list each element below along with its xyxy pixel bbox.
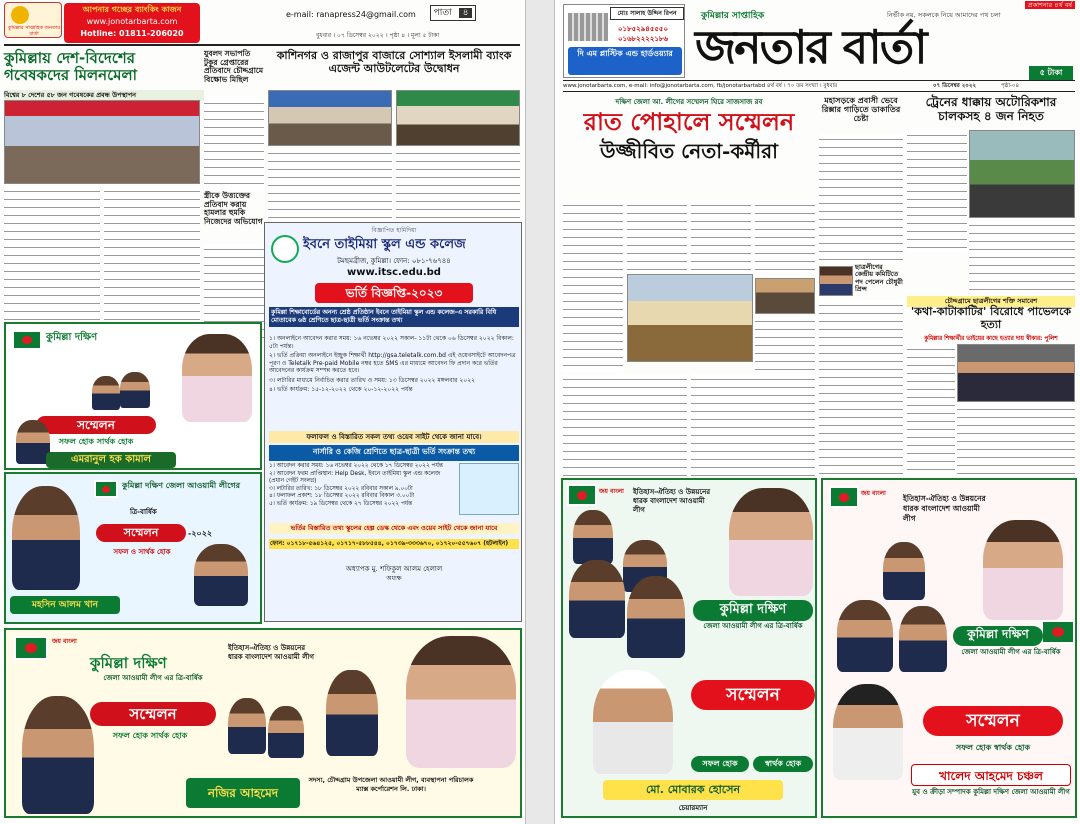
headline-train: ট্রেনের ধাক্কায় অটোরিকশার চালকসহ ৪ জন নিহত <box>925 95 1057 123</box>
headline-murder: 'কথা-কাটাকাটির' বিরোধে পাভেলকে হত্যা <box>910 305 1072 331</box>
nursery-item: ১। আবেদন করার সময়: ১৬ নভেম্বর ২০২২ থেকে ১৭ ডিসেম্বর ২০২২ পর্যন্ত <box>269 463 443 469</box>
article-bank-body-2 <box>396 148 520 218</box>
ad3-role: সদস্য, চৌদ্দগ্রাম উপজেলা আওয়ামী লীগ, ব্যবস্থাপনা পরিচালক ম্যাক্স কর্পোরেশন লি. ঢাকা। <box>308 776 474 793</box>
ad3-title: কুমিল্লা দক্ষিণ <box>90 654 167 672</box>
year-tag-text: প্রকাশনার ৪র্থ বর্ষ <box>1025 1 1075 9</box>
masthead-info <box>563 80 1075 92</box>
school-admission-ad <box>264 222 522 622</box>
conference-ad-3 <box>4 628 522 818</box>
lead-headline: রাত পোহালে সম্মেলন <box>583 107 795 136</box>
issue-date: ০৭ ডিসেম্বর ২০২২ <box>933 83 977 89</box>
left-email: e-mail: ranapress24@gmail.com <box>286 10 416 19</box>
ad3-name: নজির আহমেদ <box>186 778 300 808</box>
nursery-item: ৫। ভর্তি কার্যক্রম: ১৯ ডিসেম্বর থেকে ২৭ ডিসেম্বর ২০২২ পর্যন্ত <box>269 500 413 507</box>
ad3-conference: সম্মেলন <box>90 702 216 726</box>
newspaper-page-left <box>0 0 526 824</box>
ad1-wish: সফল হোক সার্থক হোক <box>58 437 134 446</box>
page-number: ৪ <box>459 8 473 18</box>
article-research-fair-body <box>4 186 100 344</box>
hotline-ad-web[interactable]: www.jonotarbarta.com <box>86 17 178 26</box>
ad-role: যুব ও ক্রীড়া সম্পাদক কুমিল্লা দক্ষিণ জেলা আওয়ামী লীগ <box>912 788 1070 796</box>
lead-body-col-4 <box>755 200 815 272</box>
ad-wish-2: স্বার্থক হোক <box>753 756 813 772</box>
photo-bank-1 <box>268 90 392 146</box>
article-murder-body-2 <box>957 404 1075 476</box>
school-kicker: বিজ্ঞাপিত হামিদিয়া <box>371 227 417 234</box>
lead-photo-2 <box>755 278 815 314</box>
portrait <box>228 698 266 754</box>
article-bank-body <box>268 148 392 218</box>
ad-role: চেয়ারম্যান <box>678 804 708 812</box>
portrait <box>573 510 613 564</box>
headline-protest-march: যুবলদ সভাপতি টুকুর গ্রেপ্তারের প্রতিবাদে চৌদ্দগ্রামে বিক্ষোভ মিছিল <box>204 49 264 84</box>
left-logo <box>4 2 62 38</box>
article-student-body <box>819 300 903 476</box>
nursery-item: ২। আবেদন ফরম প্রাপ্তিস্থান: Help Desk, ইবনে তাইমিয়া স্কুল এন্ড কলেজ (প্রধান গেইট সংলগ্ন) <box>269 470 441 484</box>
headline-bank-outlet: কাশিনগর ও রাজাপুর বাজারে সোশ্যাল ইসলামী ব্যাংক এজেন্ট আউটলেটের উদ্বোধন <box>276 49 512 75</box>
phones: ফোন: ০১৭১৮-৫৬৪১২৫, ০১৭১৭-৫৮৮৫৪৪, ০১৭৩৯-৩৩৩৬৭০, ০১৭২০-৫৫৭৬০৭ (হটলাইন) <box>269 539 519 549</box>
article-research-fair-body-2 <box>104 186 200 344</box>
ad-joy-bangla: জয় বাংলা <box>599 488 624 495</box>
nursery-list <box>269 463 455 508</box>
ad-sub: জেলা আওয়ামী লীগ এর ত্রি-বার্ষিক <box>961 648 1061 656</box>
lead-photo <box>627 274 753 362</box>
ad-joy-bangla: জয় বাংলা <box>861 490 886 497</box>
logo-text: কুমিল্লার সাপ্তাহিক জনতার বার্তা <box>8 25 60 37</box>
party-flag-icon <box>14 636 48 660</box>
admission-item: ১। অনলাইনে আবেদন করার সময়: ১৬ নভেম্বর ২০২২ সকাল- ১১টা থেকে ০৬ ডিসেম্বর ২০২২ বিকাল: ৫টা পর্যন্ত। <box>269 335 514 350</box>
ad2-conference: সম্মেলন <box>96 524 186 542</box>
photo-train-accident <box>969 130 1075 218</box>
portrait <box>406 636 516 768</box>
admission-note: ফলাফল ও বিস্তারিত সকল তথ্য ওয়েব সাইট থেকে জানা যাবে। <box>269 431 519 443</box>
ad2-tri: ত্রি-বার্ষিক <box>130 508 157 516</box>
photo-research-fair <box>4 100 200 184</box>
nursery-item: ৪। ফলাফল প্রকাশ: ১৮ ডিসেম্বর ২০২২ রবিবার বিকাল ৩.০০টা <box>269 493 415 499</box>
details-note: ভর্তির বিস্তারিত তথ্য স্কুলের হেল্প ডেস্ক থেকে এবং ওয়েব সাইট থেকে জানা যাবে <box>269 523 519 534</box>
portrait <box>837 600 893 672</box>
hardware-ad-phone: ০১৮৫২৯৪৫৫৫০ <box>618 25 668 33</box>
party-flag-icon <box>12 330 42 350</box>
year-tag <box>997 0 1075 12</box>
ad3-history: ইতিহাস-ঐতিহ্য ও উন্নয়নের ধারক বাংলাদেশ আওয়ামী লীগ <box>228 644 314 661</box>
portrait <box>268 706 304 758</box>
student-kicker: চৌদ্দগ্রামে ছাত্রলীগের শক্তি সমাবেশ <box>907 296 1075 307</box>
headline-student-league: ছাত্রলীগের কেন্দ্রীয় কমিটিতে পদ পেলেন চৌধুরী প্রিন্স <box>855 263 903 294</box>
price-tag: ৫ টাকা <box>1029 66 1073 80</box>
conference-ad-1 <box>4 322 262 470</box>
info-line: www.jonotarbarta.com, e-mail: info@jonotarbarta.com, fb/jonotarbartabd ৪র্থ বর্ষ । ৭০ তম সংখ্যা । বুধবার <box>563 83 838 89</box>
left-dateline: বুধবার । ০৭ ডিসেম্বর ২০২২ । পৃষ্ঠা ৪ । মূল্য ৫ টাকা <box>316 32 440 39</box>
photo-student-leader <box>819 266 853 296</box>
admission-item: ২। ভর্তি প্রক্রিয়া অনলাইনে ইচ্ছুক শিক্ষার্থী http://gsa.teletalk.com.bd এই ওয়েবসাইটে আবেদনপত্র পূরণ ও Teletalk Pre-paid Mobile নম্বর হতে SMS এর মাধ্যমে আবেদন ফি প্রদান করে ভর্তির আবেদনের কার্যক্রম সম্পন্ন করতে হবে। <box>269 352 516 374</box>
portrait <box>12 486 80 590</box>
hardware-ad-phone: ০১৬৮২২২২১৮৬ <box>618 35 669 43</box>
portrait <box>983 520 1063 620</box>
portrait <box>120 372 150 408</box>
lead-body-col-3 <box>691 200 751 272</box>
ad-wish-1: সফল হোক <box>691 756 749 772</box>
page-label: পাতা <box>433 8 452 18</box>
ad-name: খালেদ আহমেদ চঞ্চল <box>911 764 1071 786</box>
ad-title: কুমিল্লা দক্ষিণ <box>693 600 813 621</box>
photo-bank-2 <box>396 90 520 146</box>
nursery-item: ৩। লটারির তারিখ: ১৮ ডিসেম্বর ২০২২ রবিবার সকাল ৯.০০টা <box>269 485 413 492</box>
article-train-body-2 <box>969 220 1075 292</box>
nursery-title: নার্সারি ও কেজি শ্রেণিতে ছাত্র-ছাত্রী ভর্তি সংক্রান্ত তথ্য <box>269 445 519 461</box>
hardware-ad-name: মোঃ সালাহ উদ্দিন রিপন <box>610 7 684 20</box>
conference-ad-mobarak <box>561 478 817 818</box>
lead-headline-2: উজ্জীবিত নেতা-কর্মীরা <box>600 139 778 163</box>
school-website[interactable]: www.itsc.edu.bd <box>347 267 441 278</box>
lead-body-col-2 <box>627 200 687 272</box>
party-flag-icon <box>829 486 859 508</box>
portrait <box>16 420 50 464</box>
conference-ad-2 <box>4 472 262 624</box>
article-train-body <box>907 130 967 252</box>
subhead-research-fair: বিশ্বের ৮ দেশের ৫৮ জন গবেষকের প্রবন্ধ উপস্থাপন <box>4 90 204 101</box>
pipe-icon <box>568 13 608 41</box>
subhead-murder: কুমিল্লার শিক্ষার্থীর ভাইয়ের কাছে হত্যার দায় স্বীকার: পুলিশ <box>924 336 1058 342</box>
ad1-name: এমরানুল হক কামাল <box>46 452 176 468</box>
hardware-ad <box>563 4 685 78</box>
school-address: টমছমব্রীজ, কুমিল্লা। ফোন: ০৮১-৭৬৭৪৪ <box>337 257 451 265</box>
headline-research-fair: কুমিল্লায় দেশ-বিদেশের গবেষকদের মিলনমেলা <box>4 49 137 85</box>
admission-item: ৪। ভর্তি কার্যক্রম: ১৫-১২-২০২২ থেকে ২০-১২-২০২২ পর্যন্ত <box>269 386 413 393</box>
portrait <box>182 334 252 422</box>
article-murder-body <box>907 344 955 476</box>
nursery-image <box>459 463 519 515</box>
portrait <box>833 684 903 780</box>
admission-title: ভর্তি বিজ্ঞপ্তি-২০২৩ <box>315 283 473 303</box>
portrait <box>92 376 120 410</box>
portrait <box>627 576 685 658</box>
conference-ad-khaled <box>821 478 1077 818</box>
ad-conference: সম্মেলন <box>691 680 815 710</box>
ad-conference: সম্মেলন <box>923 706 1063 736</box>
ad3-wish: সফল হোক সার্থক হোক <box>112 731 188 740</box>
ad-sub: জেলা আওয়ামী লীগ এর ত্রি-বার্ষিক <box>703 622 803 630</box>
party-flag-icon <box>1041 620 1075 644</box>
lead-body-col-5 <box>755 316 815 372</box>
newspaper-page-right <box>554 0 1080 824</box>
portrait <box>883 542 925 600</box>
masthead-tagline: নির্ভীক নয়, সকলকে নিয়ে আমাদের পথ চলা <box>887 11 1001 19</box>
principal-role: অধ্যক্ষ <box>386 575 402 582</box>
portrait <box>729 488 813 596</box>
hotline-ad <box>64 3 200 43</box>
portrait <box>194 544 248 606</box>
article-protest-body <box>204 98 264 190</box>
ad-name: মো. মোবারক হোসেন <box>603 780 783 800</box>
page-gutter <box>526 0 554 824</box>
party-flag-icon <box>94 480 118 498</box>
portrait <box>593 670 673 774</box>
ad3-sub: জেলা আওয়ামী লীগ এর ত্রি-বার্ষিক <box>103 674 203 682</box>
portrait <box>569 560 625 638</box>
masthead-kicker: কুমিল্লার সাপ্তাহিক <box>701 11 765 21</box>
ad3-joy-bangla: জয় বাংলা <box>52 638 77 645</box>
ad-history: ইতিহাস-ঐতিহ্য ও উন্নয়নের ধারক বাংলাদেশ আওয়ামী লীগ <box>633 488 711 514</box>
portrait <box>899 606 947 672</box>
admission-item: ৩। লটারির মাধ্যমে নির্বাচিত করার তারিখ ও সময়: ১৩ ডিসেম্বর ২০২২ মঙ্গলবার ২০২২ <box>269 376 475 384</box>
ad2-name: মহসিন আলম খান <box>10 596 120 614</box>
page-count: পৃষ্ঠা-০৪ <box>1001 83 1020 89</box>
headline-threat: স্ত্রীকে উত্ত্যক্তের প্রতিবাদ করায় হামলার হুমকি নিজেদের অভিযোগ <box>204 191 263 226</box>
headline-expat: মহাসড়কে প্রবাসী ভেবে রিক্সার গাড়িতে ডাকাতির চেষ্টা <box>821 96 901 124</box>
hardware-ad-shop: দি এম প্লাস্টিক এন্ড হার্ডওয়্যার <box>568 47 682 75</box>
ad2-year: -২০২২ <box>188 529 213 538</box>
ad-history: ইতিহাস-ঐতিহ্য ও উন্নয়নের ধারক বাংলাদেশ আওয়ামী লীগ <box>903 494 986 523</box>
page-number-box <box>430 5 476 21</box>
hotline-ad-phone: Hotline: 01811-206020 <box>80 29 184 38</box>
lead-body-col-1 <box>563 200 623 372</box>
ad2-title: কুমিল্লা দক্ষিণ জেলা আওয়ামী লীগের <box>122 481 241 490</box>
lead-kicker: দক্ষিণ জেলা আ. লীগের সম্মেলন ঘিরে সাজসাজ রব <box>615 98 763 106</box>
portrait <box>326 670 378 756</box>
photo-murder-suspects <box>957 344 1075 402</box>
ad1-conference: সম্মেলন <box>36 416 156 434</box>
ad1-title: কুমিল্লা দক্ষিণ <box>46 332 98 343</box>
lead-body-bottom-1 <box>563 374 687 476</box>
hotline-ad-title: আপনার গচ্ছের ব্যাংকিং কাজন <box>82 5 182 14</box>
school-name: ইবনে তাইমিয়া স্কুল এন্ড কলেজ <box>303 237 466 252</box>
principal-name: অধ্যাপক মু. শফিকুল আলম হেলাল <box>345 565 443 573</box>
lead-body-bottom-2 <box>691 374 815 476</box>
article-expat-body <box>819 134 903 262</box>
ad-wish: সফল হোক স্বার্থক হোক <box>955 743 1031 752</box>
ad-title: কুমিল্লা দক্ষিণ <box>953 626 1043 646</box>
portrait <box>22 696 94 814</box>
party-flag-icon <box>567 484 597 506</box>
admission-list <box>269 335 519 394</box>
admission-intro: কুমিল্লা শিক্ষাবোর্ডের অনন্য শ্রেষ্ঠ প্রতিষ্ঠান ইবনে তাইমিয়া স্কুল এন্ড কলেজ-এ সরকারি বিধি মোতাবেক ৬ষ্ঠ শ্রেণিতে ছাত্র-ছাত্রী ভর্তি সংক্রান্ত তথ্য <box>269 307 519 327</box>
header-rule <box>4 44 520 46</box>
ad2-wish: সফল ও সার্থক হোক <box>113 548 171 556</box>
masthead-title: জনতার বার্তা <box>695 20 926 74</box>
